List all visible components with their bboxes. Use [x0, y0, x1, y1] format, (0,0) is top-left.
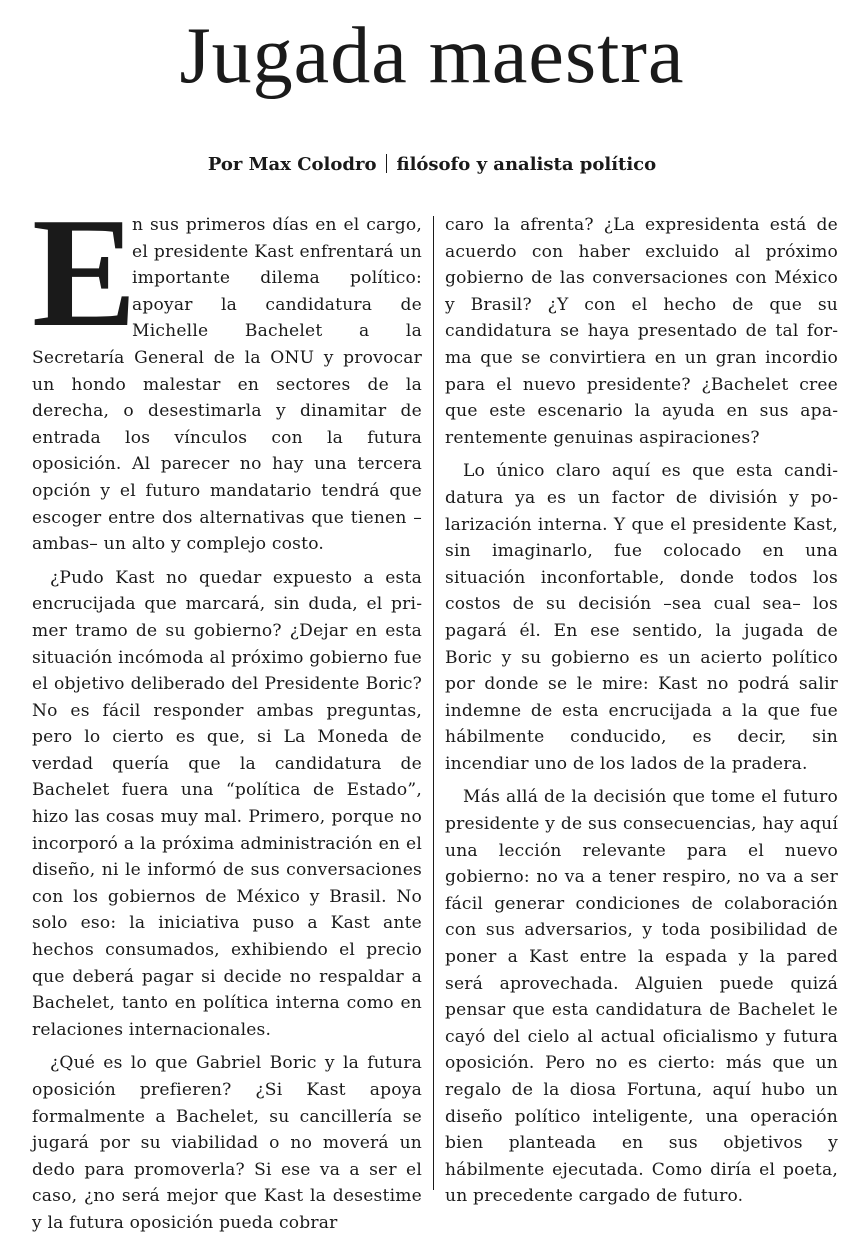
paragraph-1: [32, 185, 422, 558]
drop-cap: E: [32, 185, 137, 359]
paragraph-3-start: ¿Qué es lo que Gabriel Boric y la futura oposición prefieren? ¿Si Kast apoya formalmente a Bachelet, su cancillería se jugará por su viabilidad o no moverá un dedo para promoverla? Si ese va a ser el caso, ¿no será mejor que Kast la desestime y la futura oposición pueda cobrar: [32, 1053, 422, 1233]
article-column-left: [32, 185, 422, 1244]
byline-author: Por Max Colodro: [207, 154, 377, 175]
paragraph-2: ¿Pudo Kast no quedar expuesto a esta encrucijada que marcará, sin duda, el primer tramo de su gobierno? ¿Dejar en esta situación incómoda al próximo gobierno fue el objetivo deliberado del Presidente Boric? No es fácil responder ambas preguntas, pero lo cierto es que, si La Moneda de verdad quería que la candidatura de Bachelet fuera una “política de Estado”, hizo las cosas muy mal. Primero, porque no incorporó a la próxima administración en el diseño, ni le informó de sus conversaciones con los gobiernos de México y Brasil. No solo eso: la iniciativa puso a Kast ante hechos consumados, exhibiendo el precio que deberá pagar si decide no respaldar a Bachelet, tanto en política interna como en relaciones internacionales.: [32, 567, 422, 1040]
article-column-right: [445, 212, 838, 1217]
paragraph-3-end: caro la afrenta? ¿La expresidenta está de acuerdo con haber excluido al próximo gobierno de las conversaciones con México y Brasil? ¿Y con el hecho de que su candidatura se haya presentado de tal forma que se convirtiera en un gran incordio para el nuevo presidente? ¿Bachelet cree que este escenario la ayuda en sus aparentemente genuinas aspiraciones?: [445, 215, 838, 448]
paragraph-5: Más allá de la decisión que tome el futuro presidente y de sus consecuencias, hay aquí una lección relevante para el nuevo gobierno: no va a tener respiro, no va a ser fácil generar condiciones de colaboración con sus adversarios, y toda posibilidad de poner a Kast entre la espada y la pared será aprovechada. Alguien puede quizá pensar que esta candidatura de Bachelet le cayó del cielo al actual oficialismo y futura oposición. Pero no es cierto: más que un regalo de la diosa Fortuna, aquí hubo un diseño político inteligente, una operación bien planteada en sus objetivos y hábilmente ejecutada. Como diría el poeta, un precedente cargado de futuro.: [445, 787, 838, 1207]
byline-role: filósofo y analista político: [396, 154, 657, 175]
paragraph-4: Lo único claro aquí es que esta candidatura ya es un factor de división y polarización interna. Y que el presidente Kast, sin imaginarlo, fue colocado en una situación inconfortable, donde todos los costos de su decisión –sea cual sea– los pagará él. En ese sentido, la jugada de Boric y su gobierno es un acierto político por donde se le mire: Kast no podrá salir indemne de esta encrucijada a la que fue hábilmente conducido, es decir, sin incendiar uno de los lados de la pradera.: [445, 461, 838, 774]
column-divider: [433, 216, 434, 1190]
article-title: Jugada maestra: [179, 12, 685, 100]
byline-separator: [386, 154, 387, 173]
byline: [0, 152, 864, 178]
paragraph-1-text: n sus primeros días en el cargo, el presidente Kast enfrentará un importante dilema político: apoyar la candidatura de Michelle Bachelet a la Secretaría General de la ONU y provocar un hondo malestar en sectores de la derecha, o desestimarla y dinamitar de entrada los vínculos con la futura oposición. Al parecer no hay una tercera opción y el futuro mandatario tendrá que escoger entre dos alternativas que tienen –ambas– un alto y complejo costo.: [32, 215, 422, 555]
